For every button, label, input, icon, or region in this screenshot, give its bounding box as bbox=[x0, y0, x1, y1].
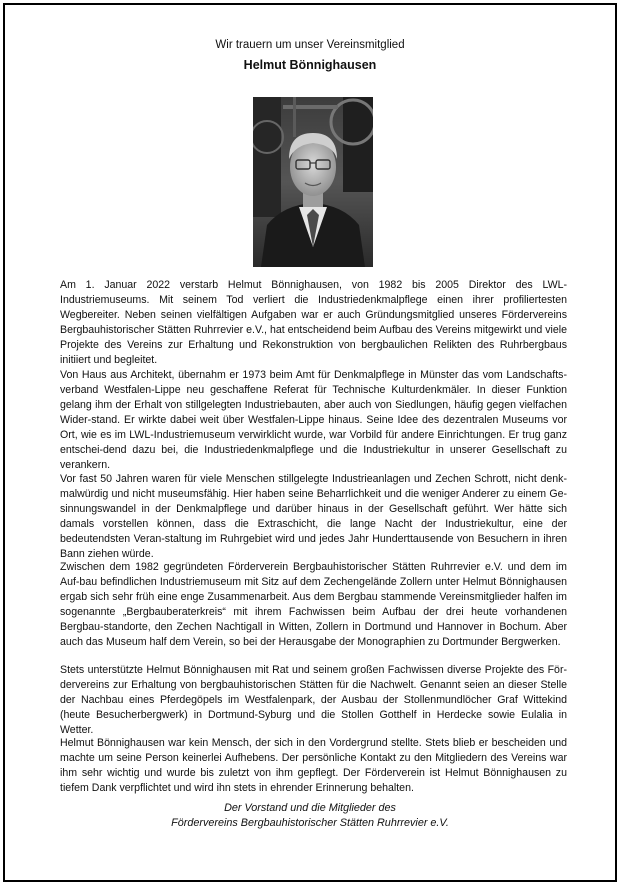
paragraph-2: Von Haus aus Architekt, übernahm er 1973 beim Amt für Denkmalpflege in Münster das vom Landschafts-verband Westfalen-Lippe neu geschaffene Referat für Technische Kulturdenkmäler. In dieser Funktion gelang ihm der Erhalt von stillgelegten Industriebauten, aber auch von Siedlungen, häufig gegen vielfachen Wider-stand. Er wirkte dabei weit über Westfalen-Lippe hinaus. Seine Idee des dezentralen Museums vor Ort, wie es im LWL-Industriemuseum verwirklicht wurde, war Vorbild für andere Einrichtungen. Er trug ganz entschei-dend dazu bei, die Industriedenkmalpflege und die Industriekultur in unserer Gesellschaft zu verankern. bbox=[60, 369, 567, 471]
intro-line: Wir trauern um unser Vereinsmitglied bbox=[215, 39, 405, 51]
deceased-name: Helmut Bönnighausen bbox=[243, 58, 377, 72]
obituary-page bbox=[3, 3, 617, 882]
paragraph-1: Am 1. Januar 2022 verstarb Helmut Bönnighausen, von 1982 bis 2005 Direktor des LWL-Industriemuseums. Mit seinem Tod verliert die Industriedenkmalpflege einen ihrer profiliertesten Wegbereiter. Neben seinen vielfältigen Aufgaben war er auch Gründungsmitglied unseres Fördervereins Bergbauhistorischer Stätten Ruhrrevier e.V., hat entscheidend beim Aufbau des Vereins mitgewirkt und viele Projekte des Vereins zur Erhaltung und Rekonstruktion von bergbaulichen Relikten des Ruhrbergbaus initiiert und begleitet. bbox=[60, 279, 567, 366]
paragraph-5: Stets unterstützte Helmut Bönnighausen mit Rat und seinem großen Fachwissen diverse Projekte des För-dervereins zur Erhaltung von bergbauhistorischen Stätten für die Nachwelt. Genannt seien an dieser Stelle der Nachbau eines Pferdegöpels im Westfalenpark, der Ausbau der Stollenmundlöcher Graf Wittekind (heute Besucherbergwerk) in Dortmund-Syburg und die Stollen Gotthelf in Herdecke sowie Eulalia in Wetter. bbox=[60, 664, 567, 736]
signature-block bbox=[5, 801, 615, 831]
paragraph-4: Zwischen dem 1982 gegründeten Förderverein Bergbauhistorischer Stätten Ruhrrevier e.V. und dem im Auf-bau befindlichen Industriemuseum mit Sitz auf dem Zechengelände Zollern unter Helmut Bönnighausen ergab sich sehr früh eine enge Zusammenarbeit. Aus dem Bergbau stammende Vereinsmitglieder halfen im sogenannte „Bergbauberaterkreis“ mit ihrem Fachwissen beim Aufbau der drei heute vorhandenen Bergbau-standorte, den Zechen Nachtigall in Witten, Zollern in Dortmund und Hannover in Bochum. Aber auch das Museum half dem Verein, so bei der Herausgabe der Monographien zu Dortmunder Bergwerken. bbox=[60, 561, 567, 648]
paragraph-6: Helmut Bönnighausen war kein Mensch, der sich in den Vordergrund stellte. Stets blieb er bescheiden und machte um seine Person keinerlei Aufhebens. Der persönliche Kontakt zu den Mitgliedern des Vereins war ihm sehr wichtig und wurde bis zuletzt von ihm gepflegt. Der Förderverein ist Helmut Bönnighausen zu tiefem Dank verpflichtet und wird ihn stets in ehrender Erinnerung behalten. bbox=[60, 737, 567, 794]
paragraph-3: Vor fast 50 Jahren waren für viele Menschen stillgelegte Industrieanlagen und Zechen Schrott, nicht denk-malwürdig und nicht museumsfähig. Hier haben seine Beharrlichkeit und die weniger Anderer zu einem Ge-sinnungswandel in der Denkmalpflege und darüber hinaus in der Gesellschaft geführt. Wer hätte sich damals vorstellen können, dass die Extraschicht, die lange Nacht der Industriekultur, eine der bedeutendsten Veran-staltung im Ruhrgebiet wird und jedes Jahr Hunderttausende von Besuchern in ihren Bann ziehen würde. bbox=[60, 473, 567, 560]
portrait-photo bbox=[253, 97, 373, 267]
signature-line-1: Der Vorstand und die Mitglieder des bbox=[224, 802, 396, 814]
signature-line-2: Fördervereins Bergbauhistorischer Stätten Ruhrrevier e.V. bbox=[171, 817, 449, 829]
